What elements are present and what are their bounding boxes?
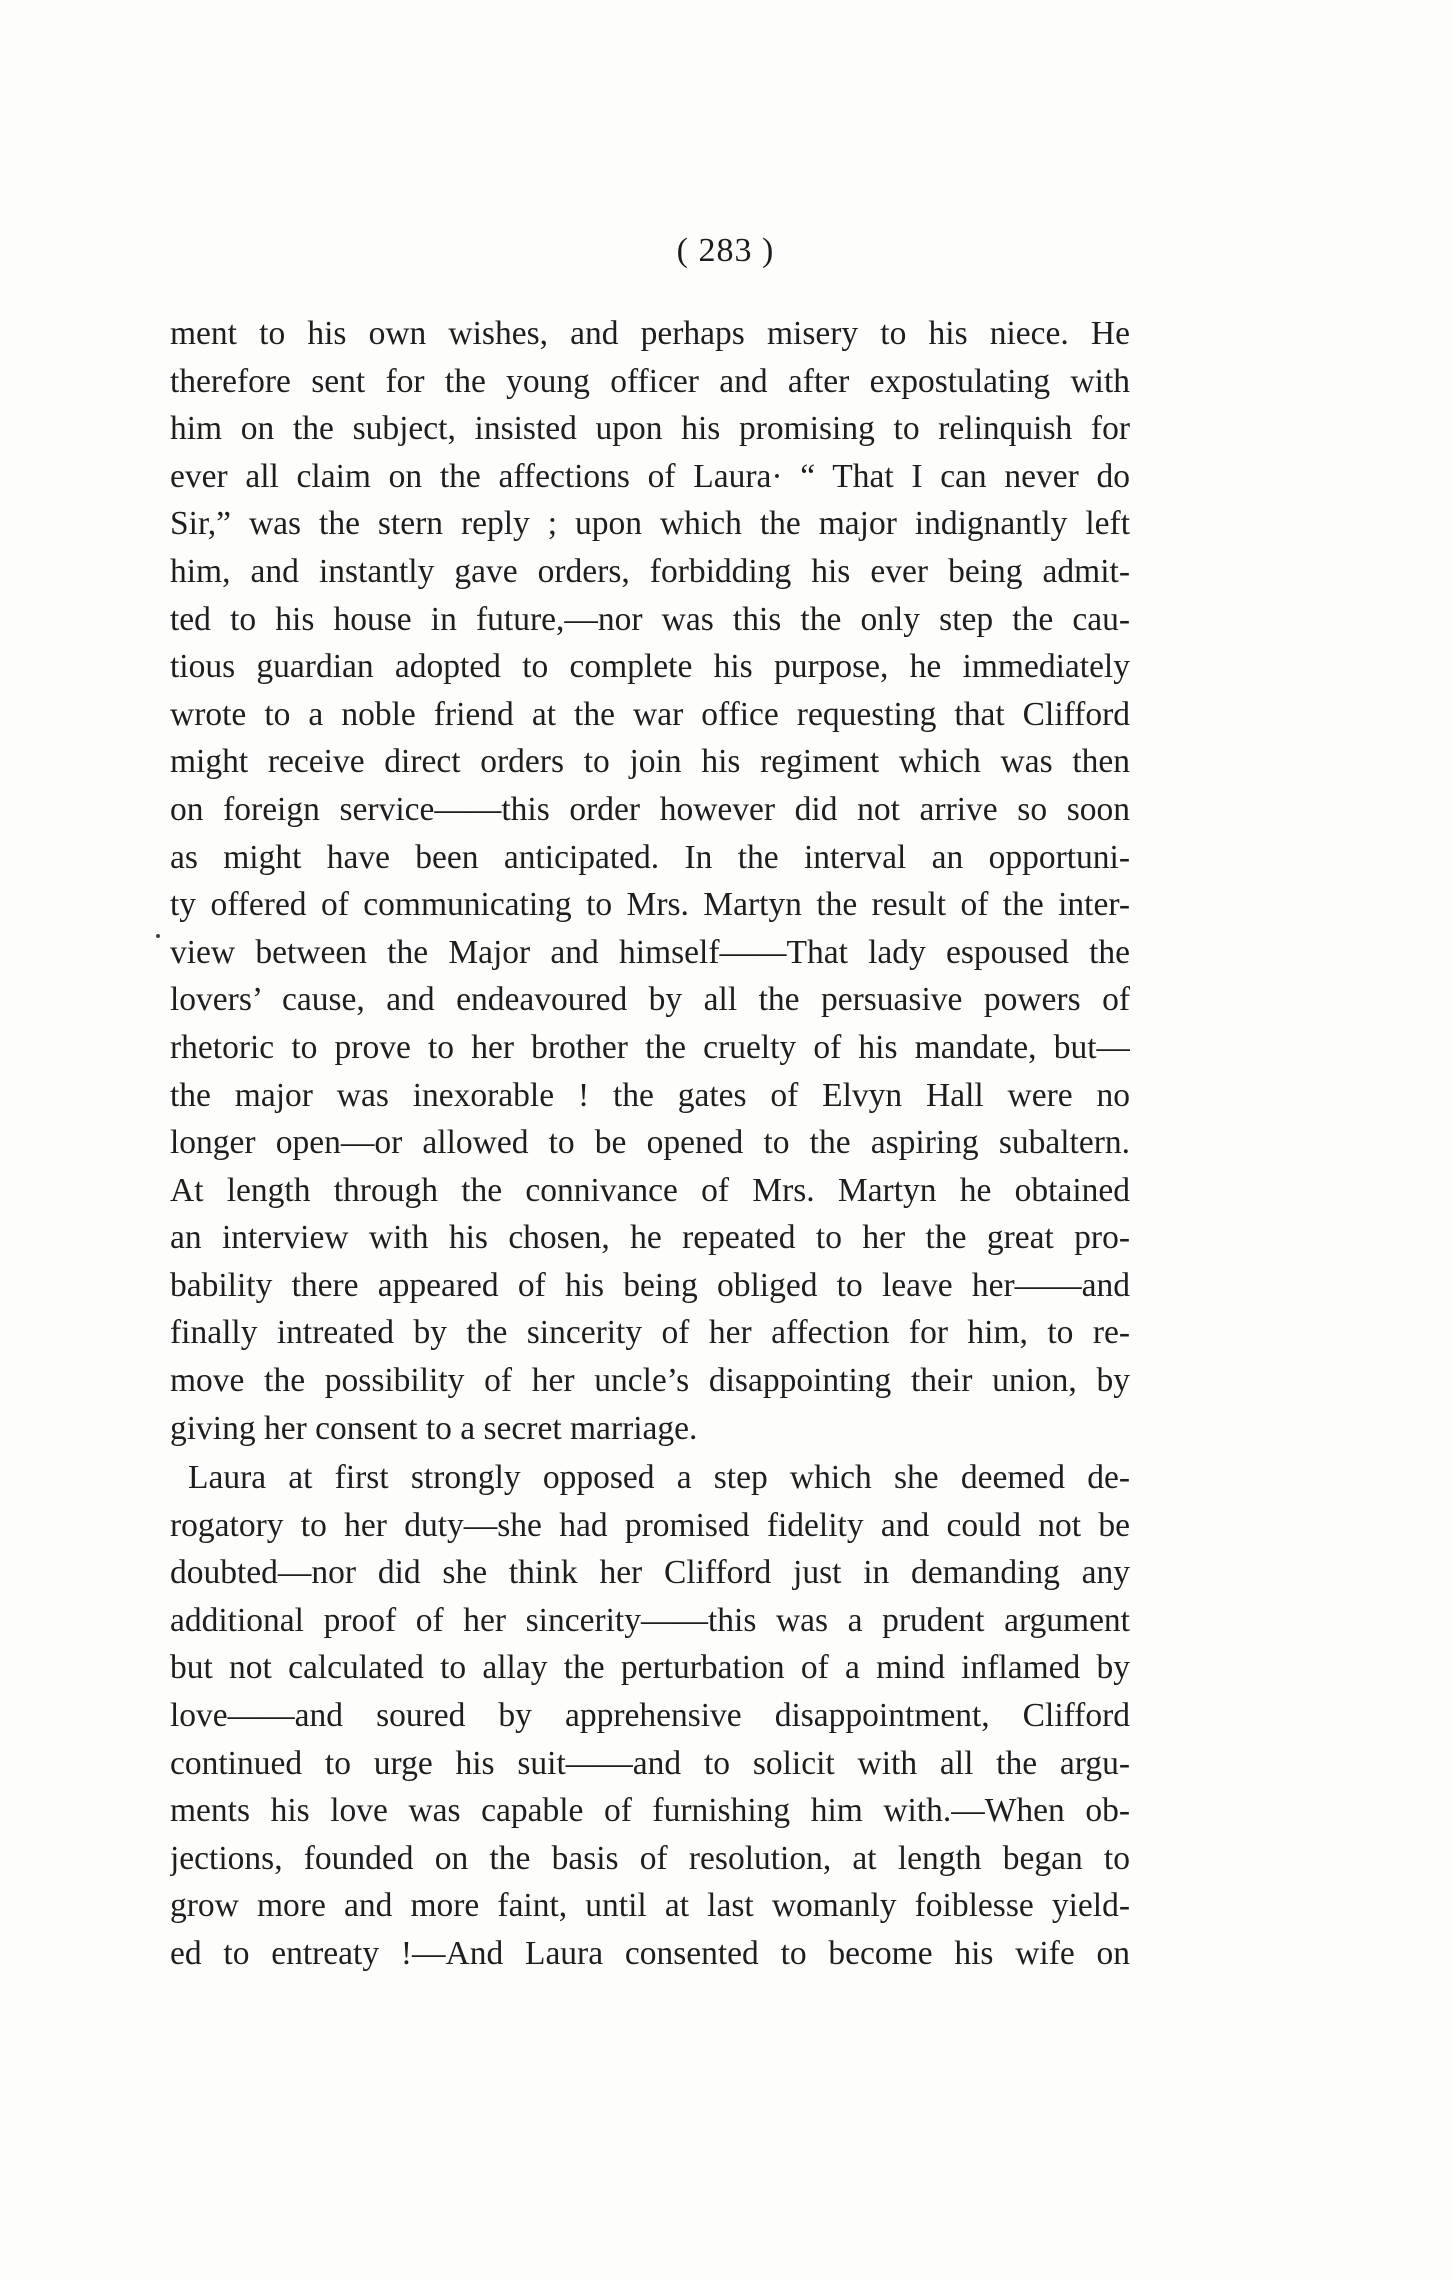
text-line: might receive direct orders to join his regiment which was then — [170, 743, 1130, 781]
text-line: view between the Major and himself——That lady espoused the — [170, 933, 1130, 971]
text-line: him, and instantly gave orders, forbidding his ever being admit- — [170, 552, 1130, 590]
text-line: Laura at first strongly opposed a step which she deemed de- — [188, 1459, 1130, 1496]
text-line: lovers’ cause, and endeavoured by all the persuasive powers of — [170, 981, 1130, 1019]
text-line: him on the subject, insisted upon his promising to relinquish for — [170, 410, 1130, 448]
text-line: ted to his house in future,—nor was this the only step the cau- — [170, 600, 1130, 638]
text-line: but not calculated to allay the perturbation of a mind inflamed by — [170, 1649, 1130, 1687]
text-line: ever all claim on the affections of Laura· “ That I can never do — [170, 457, 1130, 495]
text-line: therefore sent for the young officer and after expostulating with — [170, 362, 1130, 400]
text-line: move the possibility of her uncle’s disappointing their union, by — [170, 1362, 1130, 1400]
text-line: Sir,” was the stern reply ; upon which the major indignantly left — [170, 505, 1130, 543]
text-line: the major was inexorable ! the gates of Elvyn Hall were no — [170, 1076, 1130, 1114]
text-line: rhetoric to prove to her brother the cruelty of his mandate, but— — [170, 1028, 1130, 1066]
text-line: grow more and more faint, until at last womanly foiblesse yield- — [170, 1887, 1130, 1925]
text-line: as might have been anticipated. In the interval an opportuni- — [170, 838, 1130, 876]
text-line: love——and soured by apprehensive disappointment, Clifford — [170, 1696, 1130, 1734]
text-line: an interview with his chosen, he repeated to her the great pro- — [170, 1219, 1130, 1257]
margin-dot — [156, 934, 160, 938]
text-line: bability there appeared of his being obliged to leave her——and — [170, 1266, 1130, 1304]
text-line: At length through the connivance of Mrs. Martyn he obtained — [170, 1171, 1130, 1209]
text-line: ed to entreaty !—And Laura consented to become his wife on — [170, 1934, 1130, 1972]
paragraph-1 — [170, 310, 1130, 1452]
paragraph-2 — [170, 1454, 1130, 1978]
text-line: additional proof of her sincerity——this was a prudent argument — [170, 1601, 1130, 1639]
text-line: ments his love was capable of furnishing him with.—When ob- — [170, 1792, 1130, 1830]
text-line: tious guardian adopted to complete his purpose, he immediately — [170, 648, 1130, 686]
text-line: longer open—or allowed to be opened to the aspiring subaltern. — [170, 1124, 1130, 1162]
text-line: ty offered of communicating to Mrs. Martyn the result of the inter- — [170, 886, 1130, 924]
page-number: ( 283 ) — [676, 232, 775, 269]
text-line: finally intreated by the sincerity of her affection for him, to re- — [170, 1314, 1130, 1352]
text-line: wrote to a noble friend at the war office requesting that Clifford — [170, 695, 1130, 733]
text-line: rogatory to her duty—she had promised fidelity and could not be — [170, 1506, 1130, 1544]
text-line: ment to his own wishes, and perhaps misery to his niece. He — [170, 315, 1130, 352]
text-line: on foreign service——this order however did not arrive so soon — [170, 790, 1130, 828]
text-line: jections, founded on the basis of resolution, at length began to — [170, 1839, 1130, 1877]
text-line: continued to urge his suit——and to solicit with all the argu- — [170, 1744, 1130, 1782]
text-line: giving her consent to a secret marriage. — [170, 1409, 698, 1447]
text-line: doubted—nor did she think her Clifford just in demanding any — [170, 1554, 1130, 1592]
